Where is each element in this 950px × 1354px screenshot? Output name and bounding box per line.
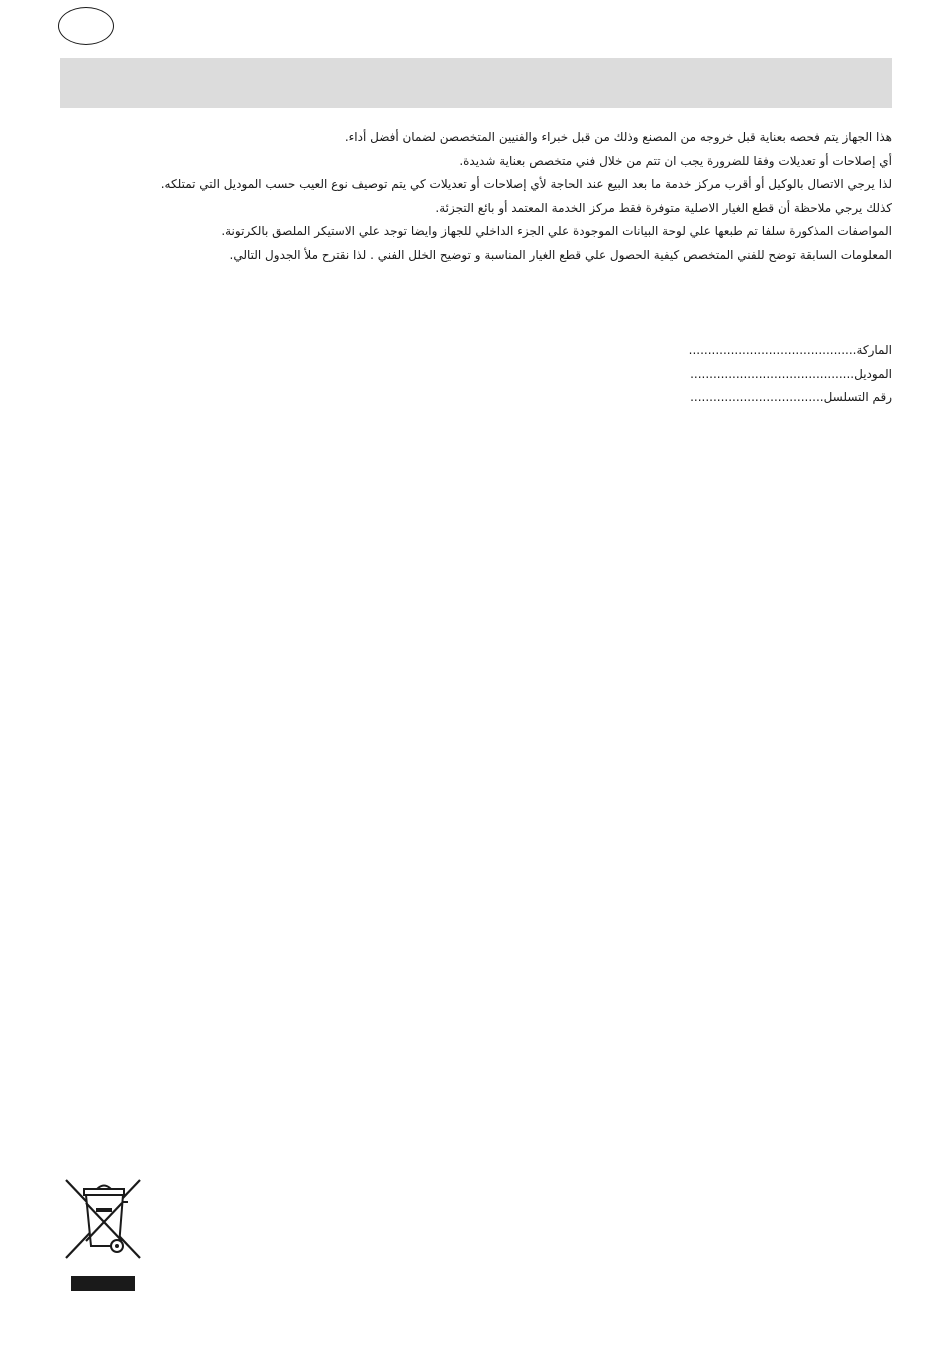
intro-paragraph-6: المعلومات السابقة توضح للفني المتخصص كيفية الحصول علي قطع الغيار المناسبة و توضيح الخلل الفني . لذا نقترح ملأ الجدول التالي. <box>229 247 892 262</box>
intro-paragraph-5: المواصفات المذكورة سلفا تم طبعها علي لوحة البيانات الموجودة علي الجزء الداخلي للجهاز وايضا توجد علي الاستيكر الملصق بالكرتونة. <box>221 224 892 238</box>
intro-text <box>120 126 892 267</box>
serial-number-field: رقم التسلسل................................... <box>690 390 892 404</box>
product-info-fields <box>560 339 892 410</box>
model-field: الموديل........................................... <box>690 366 892 381</box>
intro-paragraph-4: كذلك يرجي ملاحظة أن قطع الغيار الاصلية متوفرة فقط مركز الخدمة المعتمد أو بائع التجزئة. <box>435 200 892 215</box>
brand-field: الماركة............................................ <box>688 343 892 357</box>
intro-paragraph-2: أي إصلاحات أو تعديلات وفقا للضرورة يجب ان تتم من خلال فني متخصص بعناية شديدة. <box>459 153 892 168</box>
section-title-band <box>60 58 892 108</box>
intro-paragraph-3: لذا يرجي الاتصال بالوكيل أو أقرب مركز خدمة ما بعد البيع عند الحاجة لأي إصلاحات أو تعديلات كي يتم توصيف نوع العيب حسب الموديل التي تمتلكه. <box>160 177 892 191</box>
intro-paragraph-1: هذا الجهاز يتم فحصه بعناية قبل خروجه من المصنع وذلك من قبل خبراء والفنيين المتخصصن لضمان أفضل أداء. <box>344 130 892 144</box>
language-code-oval <box>58 7 114 45</box>
crossed-out-wheelie-bin-icon <box>64 1178 144 1293</box>
